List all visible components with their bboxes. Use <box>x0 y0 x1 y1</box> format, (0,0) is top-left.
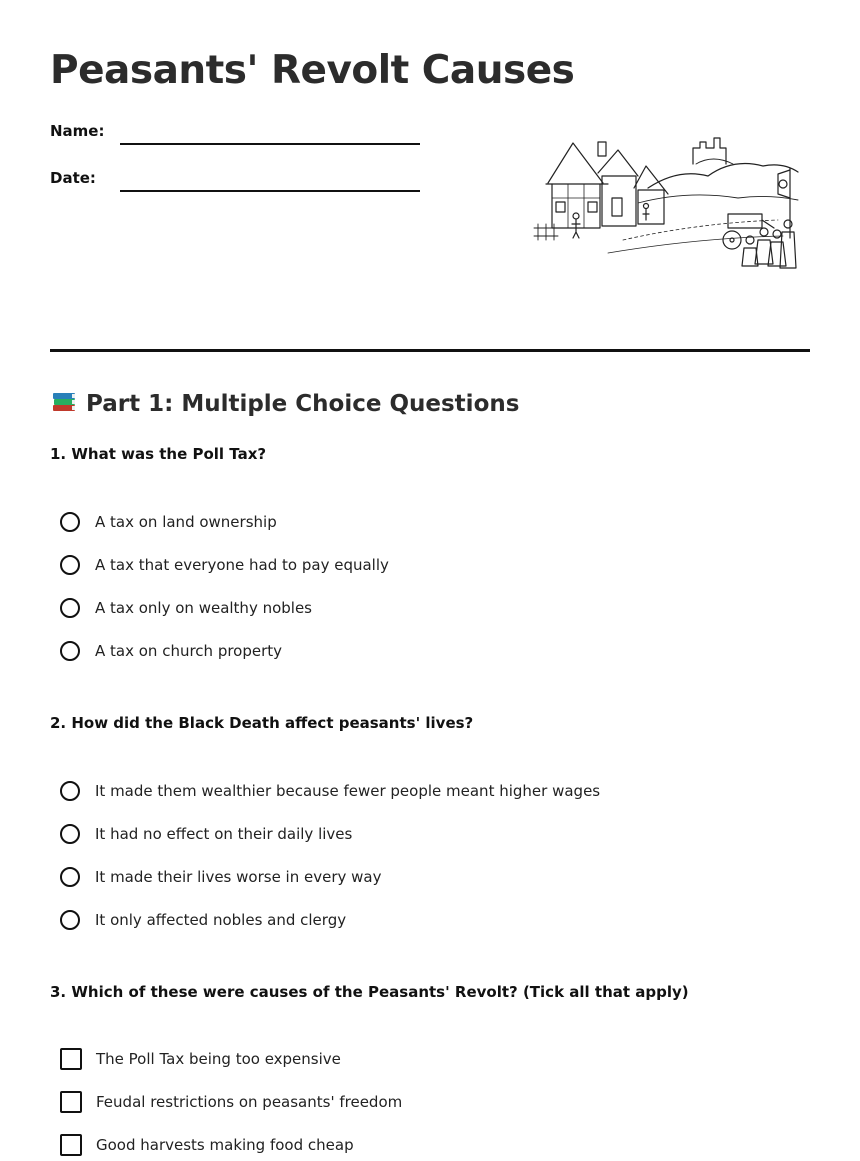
option-label: It made their lives worse in every way <box>95 868 382 886</box>
name-field[interactable] <box>120 143 420 145</box>
option-label: Good harvests making food cheap <box>96 1136 354 1154</box>
question-3: 3. Which of these were causes of the Peasants' Revolt? (Tick all that apply) <box>50 983 689 1001</box>
option-label: It made them wealthier because fewer people meant higher wages <box>95 782 601 800</box>
radio-button[interactable] <box>60 641 80 661</box>
q1-option-d[interactable] <box>60 639 282 663</box>
q3-option-b[interactable] <box>60 1090 402 1114</box>
part1-heading <box>50 387 519 417</box>
option-label: A tax that everyone had to pay equally <box>95 556 389 574</box>
books-icon <box>50 387 78 415</box>
radio-button[interactable] <box>60 555 80 575</box>
radio-button[interactable] <box>60 598 80 618</box>
radio-button[interactable] <box>60 910 80 930</box>
q2-option-d[interactable] <box>60 908 346 932</box>
option-label: A tax on church property <box>95 642 283 660</box>
radio-button[interactable] <box>60 824 80 844</box>
radio-button[interactable] <box>60 867 80 887</box>
name-label: Name: <box>50 122 105 140</box>
page-title: Peasants' Revolt Causes <box>50 48 575 93</box>
question-2: 2. How did the Black Death affect peasants' lives? <box>50 714 474 732</box>
option-label: The Poll Tax being too expensive <box>96 1050 341 1068</box>
q2-option-b[interactable] <box>60 822 352 846</box>
part1-title: Part 1: Multiple Choice Questions <box>86 391 520 417</box>
q1-option-b[interactable] <box>60 553 389 577</box>
option-label: Feudal restrictions on peasants' freedom <box>96 1093 403 1111</box>
option-label: It had no effect on their daily lives <box>95 825 353 843</box>
section-divider <box>50 349 810 352</box>
q2-option-c[interactable] <box>60 865 382 889</box>
checkbox[interactable] <box>60 1091 82 1113</box>
checkbox[interactable] <box>60 1048 82 1070</box>
radio-button[interactable] <box>60 781 80 801</box>
medieval-village-illustration <box>528 128 803 273</box>
date-field[interactable] <box>120 190 420 192</box>
date-label: Date: <box>50 169 96 187</box>
q1-option-c[interactable] <box>60 596 312 620</box>
checkbox[interactable] <box>60 1134 82 1156</box>
option-label: It only affected nobles and clergy <box>95 911 347 929</box>
option-label: A tax only on wealthy nobles <box>95 599 313 617</box>
q3-option-a[interactable] <box>60 1047 341 1071</box>
q2-option-a[interactable] <box>60 779 600 803</box>
question-1: 1. What was the Poll Tax? <box>50 445 267 463</box>
radio-button[interactable] <box>60 512 80 532</box>
option-label: A tax on land ownership <box>95 513 277 531</box>
q1-option-a[interactable] <box>60 510 277 534</box>
q3-option-c[interactable] <box>60 1133 354 1157</box>
